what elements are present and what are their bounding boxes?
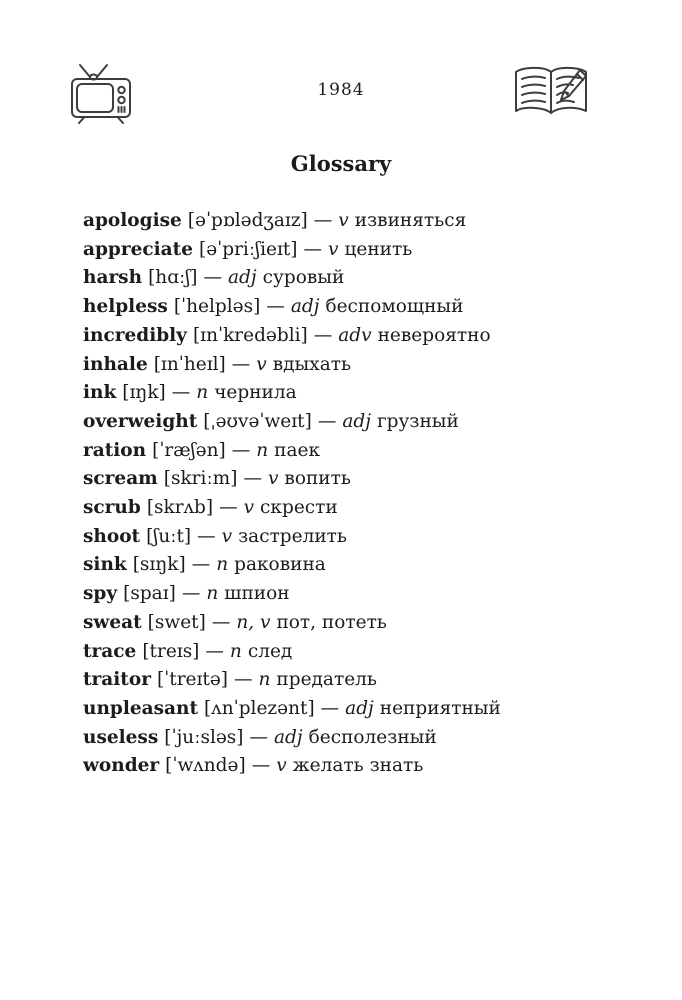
entry-transcription: [ˈræʃən] bbox=[152, 439, 226, 461]
glossary-entry bbox=[83, 580, 662, 609]
entry-translation: чернила bbox=[214, 382, 297, 404]
entry-separator: — bbox=[219, 497, 238, 519]
entry-transcription: [ɪnˈheɪl] bbox=[153, 353, 226, 375]
glossary-entry bbox=[83, 551, 662, 580]
entry-transcription: [ɪnˈkredəbli] bbox=[192, 324, 308, 346]
entry-word: sweat bbox=[83, 611, 142, 633]
entry-pos: n bbox=[196, 382, 209, 404]
glossary-entry bbox=[83, 695, 662, 724]
entry-separator: — bbox=[251, 755, 271, 777]
glossary-entry bbox=[83, 638, 662, 667]
entry-pos: adj bbox=[274, 726, 303, 748]
entry-transcription: [ˈwʌndə] bbox=[165, 755, 246, 777]
entry-word: overweight bbox=[83, 410, 198, 432]
entry-transcription: [ˈjuːsləs] bbox=[164, 726, 244, 748]
entry-transcription: [sɪŋk] bbox=[132, 554, 186, 576]
entry-separator: — bbox=[211, 611, 231, 633]
entry-separator: — bbox=[249, 726, 269, 748]
entry-separator: — bbox=[203, 267, 223, 289]
entry-translation: предатель bbox=[276, 669, 377, 691]
entry-pos: v bbox=[276, 755, 287, 777]
entry-translation: желать знать bbox=[292, 755, 424, 777]
entry-word: wonder bbox=[83, 755, 160, 777]
entry-pos: adj bbox=[342, 410, 371, 432]
book-pencil-icon bbox=[512, 64, 590, 120]
entry-word: ink bbox=[83, 382, 117, 404]
entry-pos: v bbox=[338, 210, 349, 231]
entry-transcription: [skrʌb] bbox=[146, 497, 214, 519]
glossary-entry bbox=[83, 523, 662, 552]
entry-translation: раковина bbox=[234, 554, 326, 576]
entry-translation: невероятно bbox=[377, 324, 491, 346]
entry-pos: n bbox=[258, 669, 271, 691]
entry-word: spy bbox=[83, 583, 118, 605]
entry-translation: вдыхать bbox=[272, 353, 352, 375]
entry-translation: извиняться bbox=[354, 210, 467, 231]
glossary-entry bbox=[83, 494, 662, 523]
glossary-entry bbox=[83, 609, 662, 638]
entry-pos: n, v bbox=[236, 611, 271, 633]
glossary-entry bbox=[83, 322, 662, 351]
entry-translation: шпион bbox=[224, 583, 290, 605]
glossary-entry bbox=[83, 351, 662, 380]
entry-transcription: [spaɪ] bbox=[123, 583, 176, 605]
entry-transcription: [hɑːʃ] bbox=[148, 267, 198, 289]
glossary-entry bbox=[83, 236, 662, 265]
entry-transcription: [skriːm] bbox=[163, 468, 238, 490]
entry-translation: вопить bbox=[284, 468, 351, 490]
entry-transcription: [əˈpriːʃieɪt] bbox=[198, 238, 298, 260]
entry-separator: — bbox=[303, 238, 323, 260]
entry-separator: — bbox=[197, 525, 216, 547]
entry-transcription: [swet] bbox=[147, 611, 206, 633]
entry-word: apologise bbox=[83, 210, 182, 231]
entry-transcription: [treɪs] bbox=[142, 640, 200, 662]
entry-translation: паек bbox=[274, 439, 321, 461]
entry-transcription: [ˈtreɪtə] bbox=[156, 669, 228, 691]
entry-separator: — bbox=[234, 669, 253, 691]
entry-transcription: [əˈpɒlədʒaɪz] bbox=[187, 210, 308, 231]
entry-word: shoot bbox=[83, 525, 141, 547]
entry-translation: грузный bbox=[376, 410, 459, 432]
entry-word: scream bbox=[83, 468, 158, 490]
entry-word: sink bbox=[83, 554, 127, 576]
entry-word: useless bbox=[83, 726, 159, 748]
entry-separator: — bbox=[243, 468, 262, 490]
entry-pos: adv bbox=[338, 324, 372, 346]
entry-translation: застрелить bbox=[238, 525, 347, 547]
glossary-entry bbox=[83, 465, 662, 494]
entry-word: inhale bbox=[83, 353, 148, 375]
entry-separator: — bbox=[231, 353, 251, 375]
entry-word: scrub bbox=[83, 497, 141, 519]
glossary-entry bbox=[83, 724, 662, 753]
entry-translation: след bbox=[247, 640, 293, 662]
entry-translation: скрести bbox=[260, 497, 338, 519]
glossary-entry bbox=[83, 666, 662, 695]
glossary-entry bbox=[83, 408, 662, 437]
entry-translation: бесполезный bbox=[308, 726, 437, 748]
glossary-entry bbox=[83, 264, 662, 293]
entry-transcription: [ɪŋk] bbox=[122, 382, 166, 404]
entry-pos: v bbox=[328, 238, 339, 260]
entry-pos: adj bbox=[290, 296, 320, 318]
glossary-entry bbox=[83, 379, 662, 408]
entry-separator: — bbox=[231, 439, 251, 461]
entry-separator: — bbox=[313, 210, 333, 231]
entry-word: trace bbox=[83, 640, 137, 662]
entry-word: harsh bbox=[83, 267, 143, 289]
glossary-entry bbox=[83, 293, 662, 322]
glossary-list bbox=[83, 207, 662, 781]
entry-word: ration bbox=[83, 439, 147, 461]
entry-separator: — bbox=[317, 410, 337, 432]
entry-separator: — bbox=[181, 583, 201, 605]
entry-pos: n bbox=[206, 583, 219, 605]
entry-transcription: [ˈhelpləs] bbox=[173, 296, 261, 318]
page-number: 1984 bbox=[317, 80, 365, 100]
entry-translation: неприятный bbox=[379, 697, 501, 719]
entry-pos: n bbox=[256, 439, 269, 461]
entry-pos: v bbox=[221, 525, 233, 547]
entry-transcription: [ʌnˈplezənt] bbox=[204, 697, 315, 719]
entry-pos: v bbox=[256, 353, 267, 375]
entry-separator: — bbox=[191, 554, 211, 576]
entry-word: incredibly bbox=[83, 324, 187, 346]
entry-transcription: [ʃuːt] bbox=[146, 525, 192, 547]
entry-separator: — bbox=[313, 324, 333, 346]
entry-translation: пот, потеть bbox=[276, 611, 387, 633]
entry-translation: беспомощный bbox=[325, 296, 464, 318]
entry-separator: — bbox=[205, 640, 224, 662]
entry-pos: v bbox=[243, 497, 255, 519]
glossary-entry bbox=[83, 437, 662, 466]
entry-separator: — bbox=[171, 382, 191, 404]
entry-word: helpless bbox=[83, 296, 168, 318]
glossary-title: Glossary bbox=[290, 151, 392, 176]
entry-translation: суровый bbox=[262, 267, 345, 289]
entry-pos: adj bbox=[345, 697, 374, 719]
entry-word: appreciate bbox=[83, 238, 193, 260]
entry-separator: — bbox=[320, 697, 340, 719]
entry-pos: n bbox=[216, 554, 229, 576]
entry-separator: — bbox=[266, 296, 285, 318]
entry-pos: n bbox=[229, 640, 242, 662]
entry-pos: adj bbox=[228, 267, 257, 289]
entry-word: unpleasant bbox=[83, 697, 199, 719]
entry-pos: v bbox=[267, 468, 279, 490]
entry-word: traitor bbox=[83, 669, 151, 691]
entry-transcription: [ˌəʊvəˈweɪt] bbox=[203, 410, 312, 432]
entry-translation: ценить bbox=[344, 238, 413, 260]
glossary-entry bbox=[83, 207, 662, 236]
glossary-entry bbox=[83, 752, 662, 781]
